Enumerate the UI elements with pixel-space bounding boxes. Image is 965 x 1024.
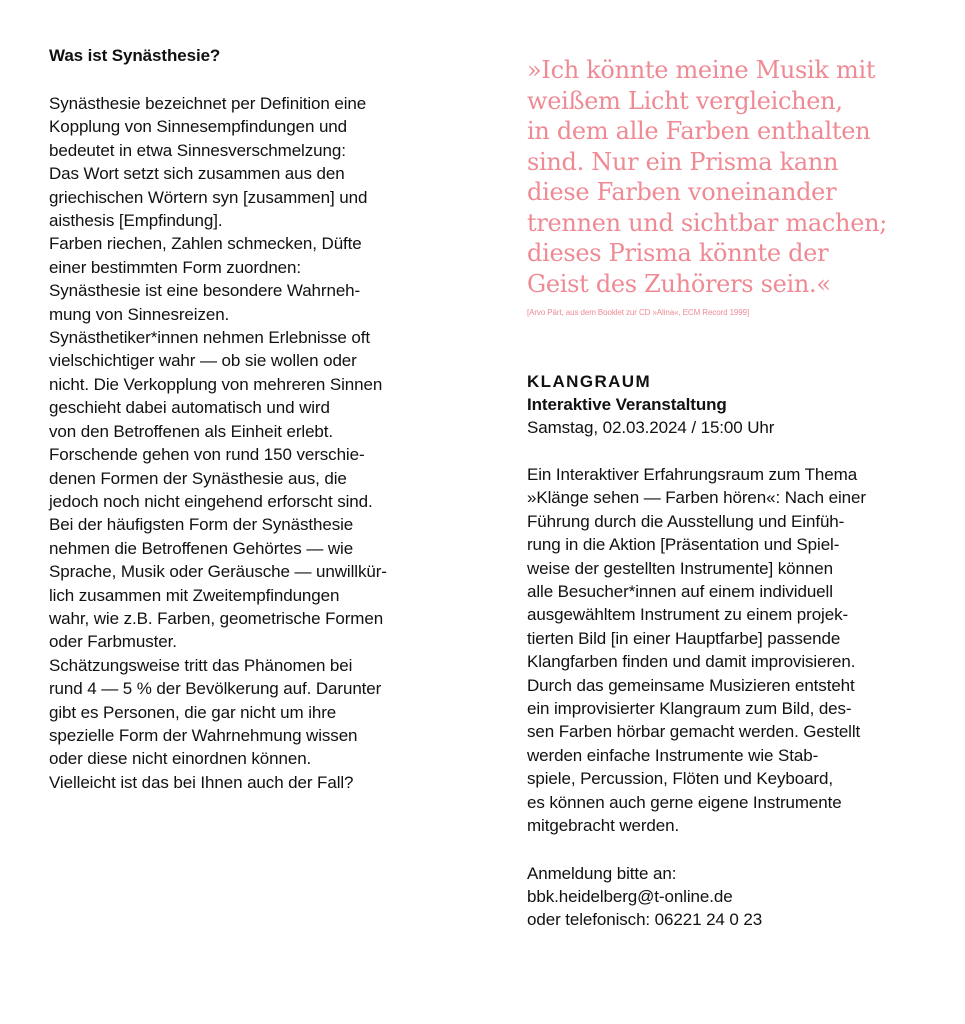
text-line: Führung durch die Ausstellung und Einfüh- — [527, 511, 845, 531]
text-line: ausgewähltem Instrument zu einem projek- — [527, 605, 849, 625]
text-line: Synästhesie ist eine besondere Wahrneh- — [49, 281, 361, 301]
text-line: jedoch noch nicht eingehend erforscht sind. — [49, 491, 373, 511]
pull-quote — [527, 55, 927, 299]
quote-line: sind. Nur ein Prisma kann — [527, 147, 839, 176]
event-subtitle: Interaktive Veranstaltung — [527, 395, 727, 414]
text-line: gibt es Personen, die gar nicht um ihre — [49, 702, 337, 722]
quote-line: »Ich könnte meine Musik mit — [527, 56, 876, 84]
text-line: wahr, wie z.B. Farben, geometrische Formen — [49, 608, 384, 628]
quote-line: in dem alle Farben enthalten — [527, 117, 871, 145]
text-line: bedeutet in etwa Sinnesverschmelzung: — [49, 140, 346, 160]
text-line: Vielleicht ist das bei Ihnen auch der Fall? — [49, 772, 354, 792]
text-line: spezielle Form der Wahrnehmung wissen — [49, 725, 358, 745]
quote-line: Geist des Zuhörers sein.« — [527, 269, 831, 298]
text-line: rund 4 — 5 % der Bevölkerung auf. Darunter — [49, 679, 382, 699]
text-line: werden einfache Instrumente wie Stab- — [527, 745, 819, 765]
text-line: mung von Sinnesreizen. — [49, 304, 230, 324]
text-line: denen Formen der Synästhesie aus, die — [49, 468, 347, 488]
text-line: Klangfarben finden und damit improvisieren. — [527, 652, 856, 672]
text-line: Ein Interaktiver Erfahrungsraum zum Thema — [527, 465, 858, 484]
text-line: nicht. Die Verkopplung von mehreren Sinnen — [49, 374, 383, 394]
text-line: griechischen Wörtern syn [zusammen] und — [49, 187, 368, 207]
text-line: Schätzungsweise tritt das Phänomen bei — [49, 655, 353, 675]
synaesthesia-info-section — [49, 44, 449, 794]
text-line: oder diese nicht einordnen können. — [49, 749, 312, 769]
text-line: Synästhetiker*innen nehmen Erlebnisse oft — [49, 328, 370, 348]
text-line: nehmen die Betroffenen Gehörtes — wie — [49, 538, 354, 558]
event-details — [527, 370, 927, 932]
text-line: Sprache, Musik oder Geräusche — unwillkür- — [49, 562, 387, 582]
text-line: aisthesis [Empfindung]. — [49, 211, 223, 231]
quote-line: diese Farben voneinander — [527, 178, 837, 206]
contact-phone: oder telefonisch: 06221 24 0 23 — [527, 910, 763, 930]
text-line: oder Farbmuster. — [49, 632, 177, 652]
section-heading: Was ist Synästhesie? — [49, 46, 221, 65]
event-date: Samstag, 02.03.2024 / 15:00 Uhr — [527, 418, 775, 437]
text-line: es können auch gerne eigene Instrumente — [527, 792, 842, 812]
text-line: lich zusammen mit Zweitempfindungen — [49, 585, 340, 605]
quote-line: weißem Licht vergleichen, — [527, 86, 843, 115]
text-line: Kopplung von Sinnesempfindungen und — [49, 117, 348, 137]
text-line: rung in die Aktion [Präsentation und Spiel- — [527, 535, 840, 555]
registration-label: Anmeldung bitte an: — [527, 863, 677, 883]
text-line: »Klänge sehen — Farben hören«: Nach einer — [527, 488, 866, 508]
text-line: Durch das gemeinsame Musizieren entsteht — [527, 675, 855, 695]
event-description — [527, 463, 927, 838]
text-line: sen Farben hörbar gemacht werden. Gestellt — [527, 722, 861, 742]
text-line: geschieht dabei automatisch und wird — [49, 398, 330, 418]
text-line: Bei der häufigsten Form der Synästhesie — [49, 515, 354, 535]
text-line: Farben riechen, Zahlen schmecken, Düfte — [49, 234, 362, 254]
registration-contact — [527, 862, 927, 932]
quote-source: [Arvo Pärt, aus dem Booklet zur CD »Alina«, ECM Record 1999] — [527, 308, 750, 317]
text-line: ein improvisierter Klangraum zum Bild, des- — [527, 699, 852, 719]
text-line: einer bestimmten Form zuordnen: — [49, 257, 302, 277]
text-line: von den Betroffenen als Einheit erlebt. — [49, 421, 334, 441]
text-line: alle Besucher*innen auf einem individuell — [527, 582, 833, 602]
contact-email[interactable] — [527, 885, 927, 908]
text-line: mitgebracht werden. — [527, 816, 680, 836]
text-line: Synästhesie bezeichnet per Definition eine — [49, 94, 367, 113]
quote-line: trennen und sichtbar machen; — [527, 208, 888, 237]
email-link[interactable]: bbk.heidelberg@t-online.de — [527, 886, 733, 906]
quote-line: dieses Prisma könnte der — [527, 239, 829, 267]
event-column — [527, 55, 927, 932]
synaesthesia-body-text — [49, 92, 449, 794]
text-line: Forschende gehen von rund 150 verschie- — [49, 445, 365, 465]
text-line: weise der gestellten Instrumente] können — [527, 558, 833, 578]
text-line: vielschichtiger wahr — ob sie wollen oder — [49, 351, 357, 371]
text-line: tierten Bild [in einer Hauptfarbe] passende — [527, 628, 841, 648]
event-title: KLANGRAUM — [527, 372, 652, 391]
text-line: spiele, Percussion, Flöten und Keyboard, — [527, 769, 833, 789]
text-line: Das Wort setzt sich zusammen aus den — [49, 164, 345, 184]
